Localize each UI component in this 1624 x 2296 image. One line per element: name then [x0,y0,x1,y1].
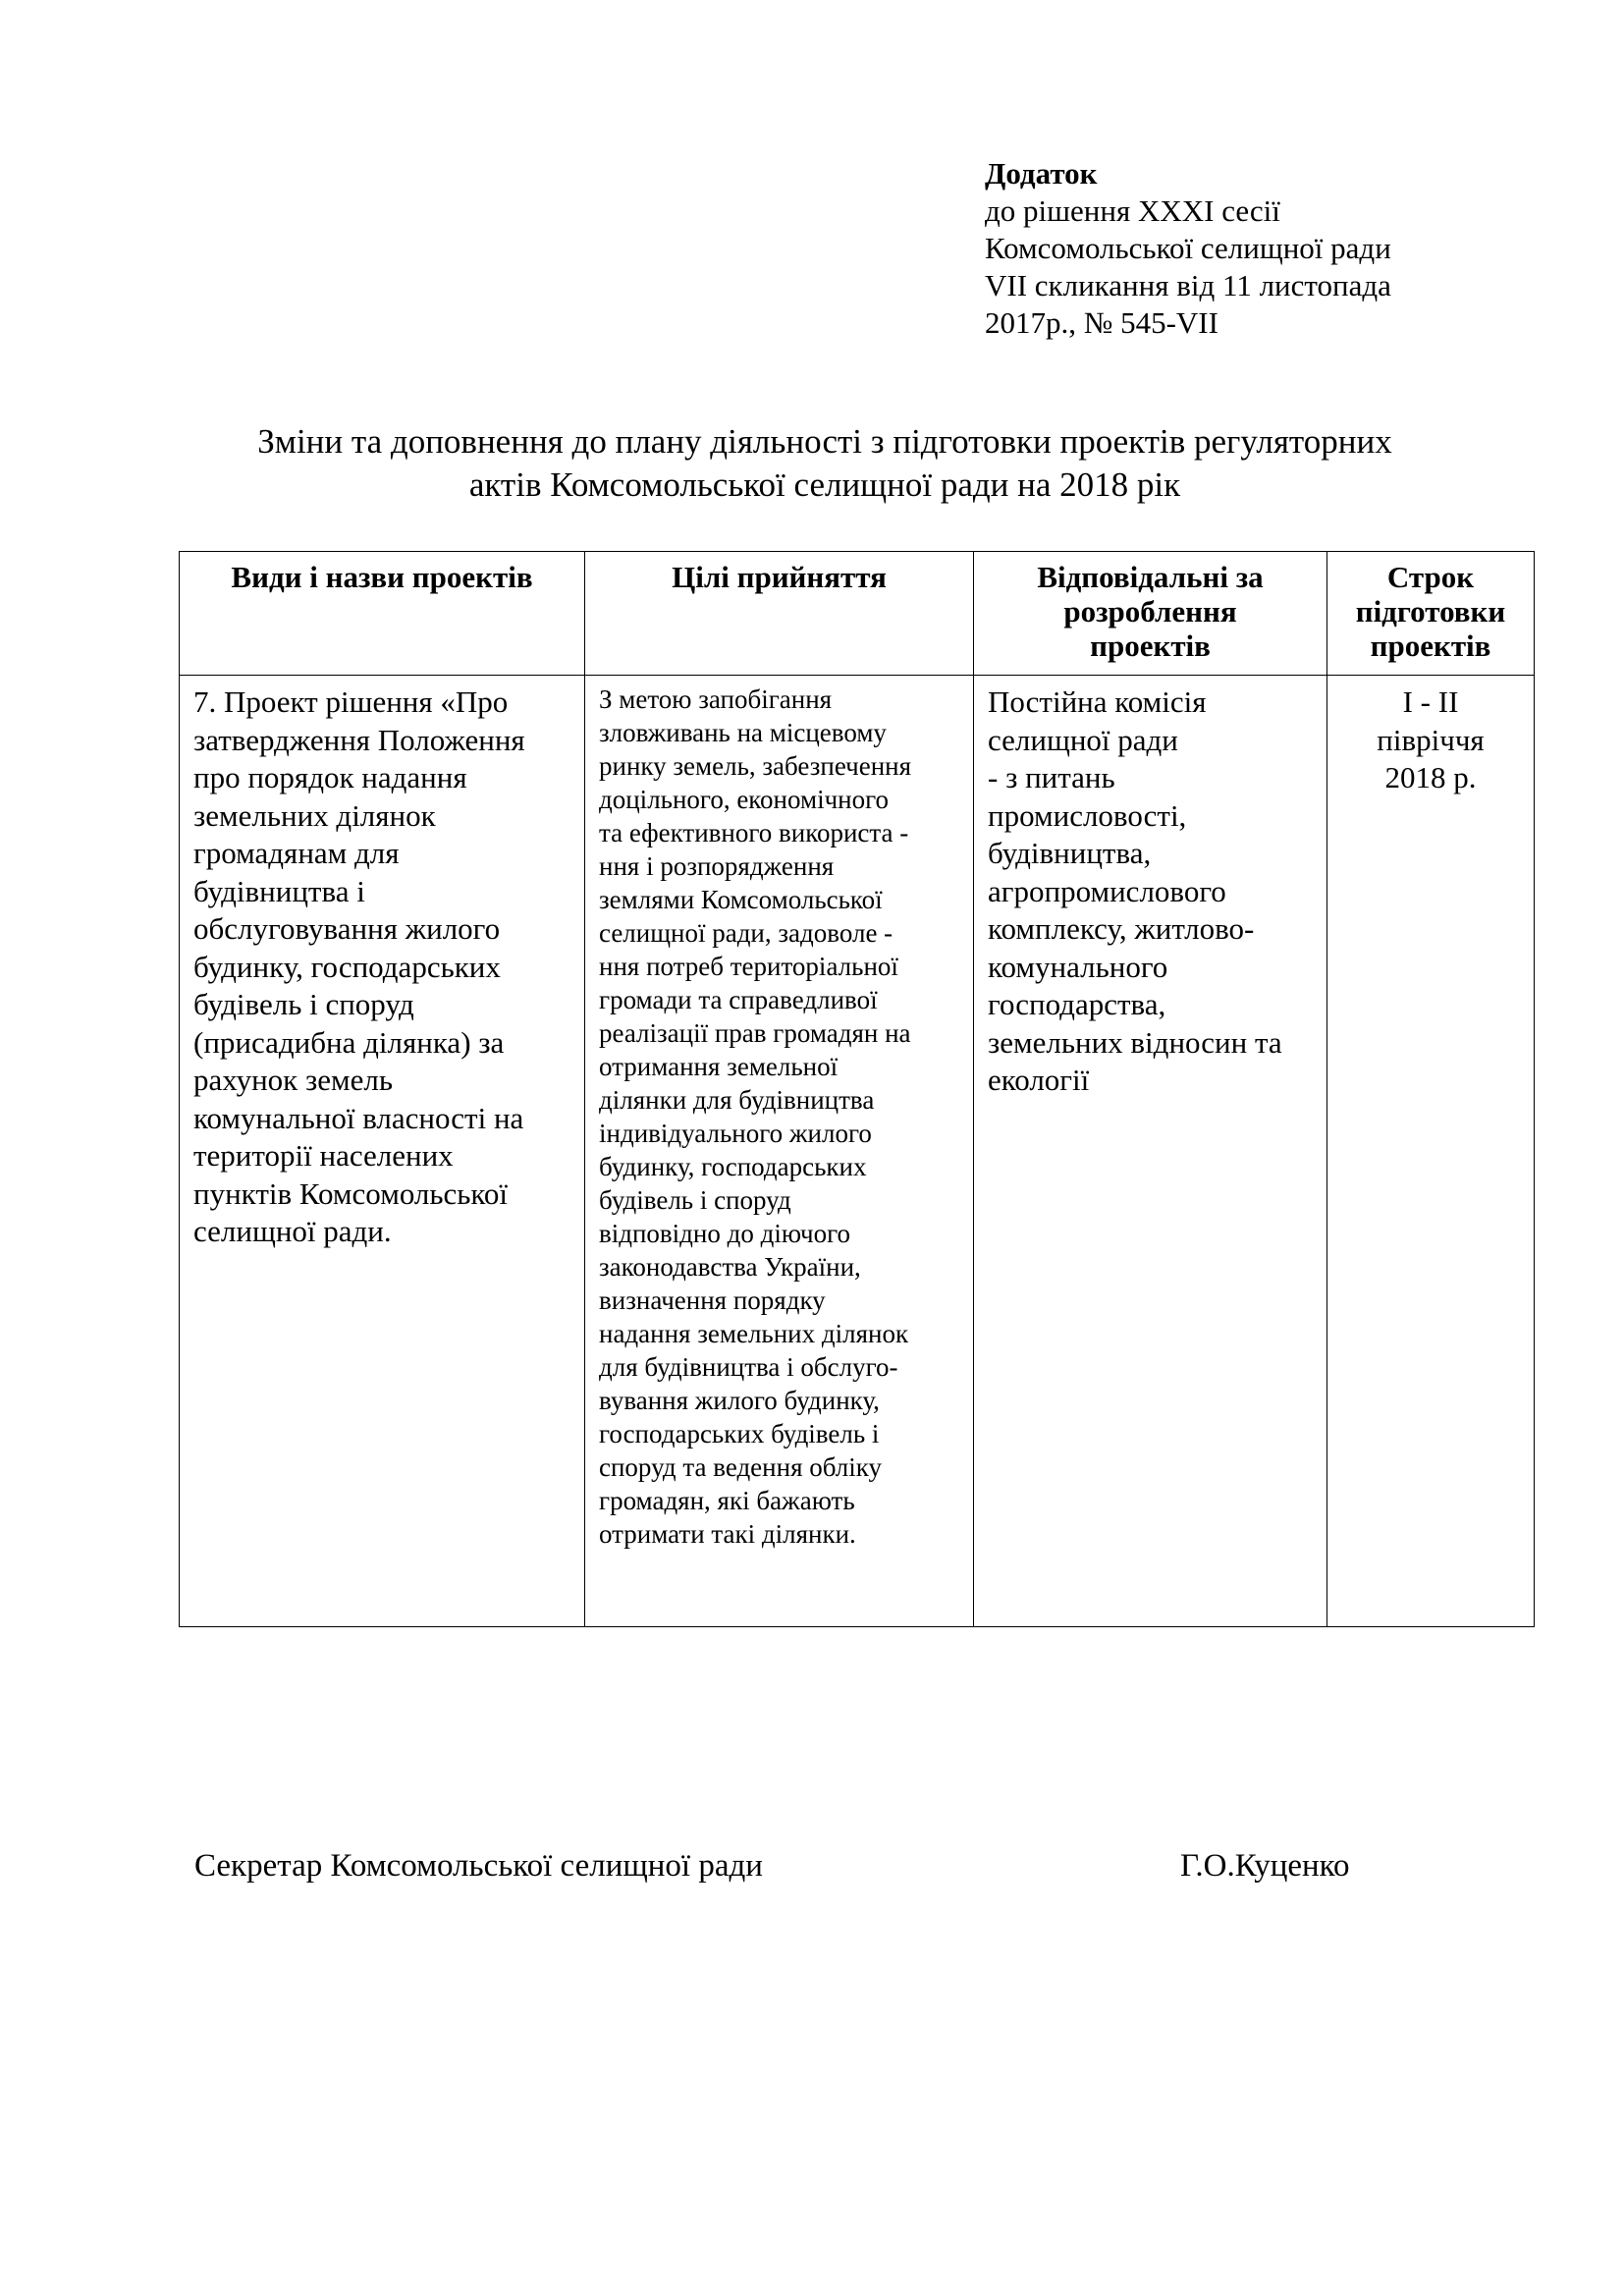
annex-line: VII скликання від 11 листопада [985,268,1391,302]
text-line: визначення порядку [599,1285,826,1315]
text-line: надання земельних ділянок [599,1319,909,1348]
header-project-names [180,552,585,676]
cell-project [180,676,585,1627]
text-line: Відповідальні за [1037,560,1264,594]
text-line: комплексу, житлово- [988,911,1255,946]
text-line: будівництва і [193,873,365,908]
text-line: ділянки для будівництва [599,1085,875,1115]
signature-name: Г.О.Куценко [1180,1848,1350,1884]
text-line: вування жилого будинку, [599,1386,880,1415]
annex-line: Комсомольської селищної ради [985,231,1391,265]
text-line: - з питань [988,760,1115,794]
document-title-line: актів Комсомольської селищної ради на 2018 рік [468,465,1181,504]
text-line: будинку, господарських [193,949,501,984]
text-line: громади та справедливої [599,985,878,1014]
text-line: селищної ради, задоволе - [599,918,893,948]
text-line: законодавства України, [599,1252,861,1282]
header-responsible [974,552,1327,676]
text-line: будівель і споруд [193,987,414,1021]
text-line: З метою запобігання [599,684,833,714]
text-line: будинку, господарських [599,1152,867,1181]
text-line: споруд та ведення обліку [599,1452,883,1482]
text-line: Строк [1386,560,1475,594]
text-line: проектів [1370,629,1491,663]
signature-role: Секретар Комсомольської селищної ради [194,1848,763,1884]
text-line: затвердження Положення [193,722,525,757]
text-line: землями Комсомольської [599,885,883,914]
text-line: 2018 р. [1384,760,1477,794]
text-line: підготовки [1355,594,1506,629]
text-line: Постійна комісія [988,684,1207,719]
text-line: про порядок надання [193,760,467,794]
cell-term [1327,676,1535,1627]
text-line: промисловості, [988,797,1187,833]
text-line: громадян, які бажають [599,1486,855,1515]
text-line: земельних ділянок [193,797,436,833]
annex-line: 2017р., № 545-VII [985,305,1218,340]
text-line: комунального [988,949,1168,984]
text-line: індивідуального жилого [599,1119,872,1148]
text-line: розроблення [1063,594,1237,629]
text-line: земельних відносин та [988,1024,1282,1060]
text-line: отримати такі ділянки. [599,1519,856,1549]
text-line: ння і розпорядження [599,851,835,881]
text-line: проектів [1090,629,1211,663]
text-line: для будівництва і обслуго- [599,1352,898,1382]
text-line: Види і назви проектів [231,560,533,594]
annex-block [985,155,1535,342]
document-title [147,420,1502,507]
text-line: ння потреб територіальної [599,952,898,981]
text-line: відповідно до діючого [599,1219,850,1248]
text-line: громадянам для [193,836,400,870]
text-line: (присадибна ділянка) за [193,1024,505,1060]
text-line: півріччя [1377,722,1485,757]
text-line: комунальної власності на [193,1100,524,1135]
text-line: екології [988,1063,1090,1097]
text-line: та ефективного використа - [599,818,909,847]
table-header-row [180,552,1535,676]
text-line: селищної ради [988,722,1178,757]
text-line: території населених [193,1138,454,1173]
text-line: рахунок земель [193,1063,393,1097]
text-line: ринку земель, забезпечення [599,751,912,781]
text-line: господарства, [988,987,1166,1021]
text-line: Цілі прийняття [672,560,887,594]
annex-title: Додаток [985,156,1098,191]
text-line: 7. Проект рішення «Про [193,684,509,719]
text-line: агропромислового [988,873,1226,908]
plan-table [179,551,1535,1627]
header-term [1327,552,1535,676]
text-line: будівництва, [988,836,1152,870]
text-line: отримання земельної [599,1052,839,1081]
table-row [180,676,1535,1627]
text-line: обслуговування жилого [193,911,501,946]
text-line: селищної ради. [193,1214,392,1248]
text-line: реалізації прав громадян на [599,1018,911,1048]
text-line: пунктів Комсомольської [193,1175,509,1211]
cell-goals [585,676,974,1627]
cell-responsible [974,676,1327,1627]
document-title-line: Зміни та доповнення до плану діяльності з підготовки проектів регуляторних [257,422,1392,461]
text-line: будівель і споруд [599,1185,791,1215]
text-line: зловживань на місцевому [599,718,887,747]
text-line: доцільного, економічного [599,785,890,814]
text-line: господарських будівель і [599,1419,880,1449]
annex-line: до рішення XXXI сесії [985,193,1280,228]
text-line: І - ІІ [1402,684,1459,719]
header-goals [585,552,974,676]
